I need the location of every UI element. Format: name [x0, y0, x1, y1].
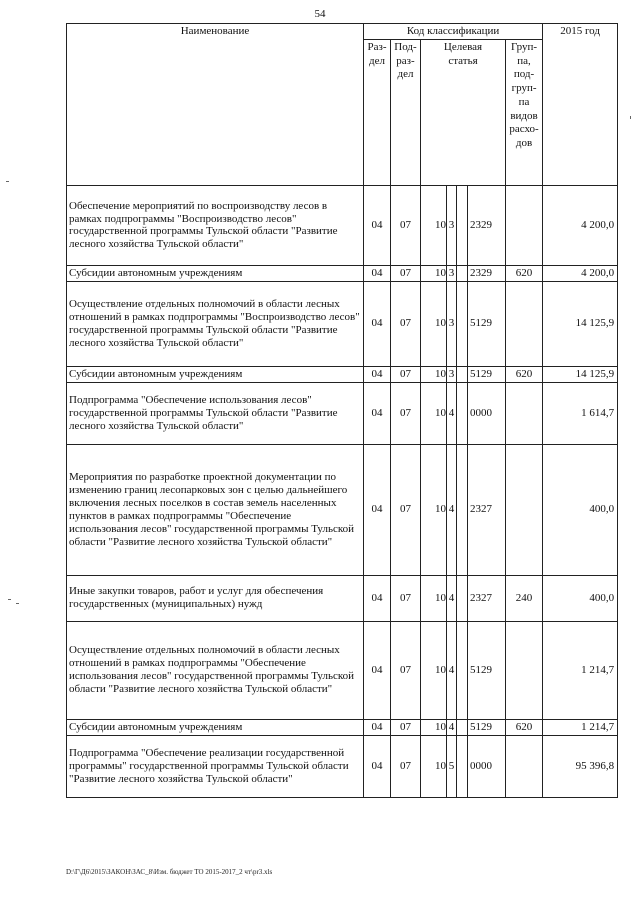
row-section: 04: [364, 735, 391, 797]
row-target-spacer: [457, 621, 468, 719]
row-target-subprogram: 4: [447, 575, 457, 621]
row-target-program: 10: [421, 281, 447, 366]
header-year: 2015 год: [543, 24, 618, 186]
row-target-spacer: [457, 719, 468, 735]
header-target-article: Целевая статья: [421, 39, 506, 185]
table-row: [67, 366, 618, 382]
row-name: Субсидии автономным учреждениям: [67, 366, 364, 382]
row-amount: 1 214,7: [543, 621, 618, 719]
row-target-spacer: [457, 366, 468, 382]
row-section: 04: [364, 382, 391, 444]
scan-speck: [6, 181, 9, 182]
row-expense-group: [506, 185, 543, 265]
table-row: [67, 621, 618, 719]
row-expense-group: [506, 735, 543, 797]
row-target-code: 0000: [468, 382, 506, 444]
row-name: Обеспечение мероприятий по воспроизводству лесов в рамках подпрограммы "Воспроизводство лесов" государственной программы Тульской области "Развитие лесного хозяйства Тульской области": [67, 185, 364, 265]
row-amount: 95 396,8: [543, 735, 618, 797]
row-target-subprogram: 3: [447, 281, 457, 366]
row-expense-group: 620: [506, 719, 543, 735]
row-subsection: 07: [391, 366, 421, 382]
row-name: Мероприятия по разработке проектной документации по изменению границ лесопарковых зон с целью дальнейшего включения лесных поселков в состав земель населенных пунктов в рамках подпрограммы "Обеспечение использования лесов" государственной программы Тульской области "Развитие лесного хозяйства Тульской области": [67, 444, 364, 575]
row-target-subprogram: 4: [447, 719, 457, 735]
row-target-program: 10: [421, 575, 447, 621]
table-row: [67, 719, 618, 735]
row-expense-group: [506, 382, 543, 444]
row-name: Осуществление отдельных полномочий в области лесных отношений в рамках подпрограммы "Воспроизводство лесов" государственной программы Тульской области "Развитие лесного хозяйства Тульской области": [67, 281, 364, 366]
row-subsection: 07: [391, 382, 421, 444]
row-target-spacer: [457, 185, 468, 265]
row-target-program: 10: [421, 719, 447, 735]
row-subsection: 07: [391, 281, 421, 366]
page-number: 54: [314, 8, 326, 20]
row-target-code: 2327: [468, 444, 506, 575]
header-name: Наименование: [67, 24, 364, 186]
row-target-program: 10: [421, 444, 447, 575]
row-target-program: 10: [421, 382, 447, 444]
row-target-spacer: [457, 444, 468, 575]
row-amount: 14 125,9: [543, 281, 618, 366]
file-path-footer: D:\Г\Д6\2015\ЗАКОН\ЗАС_8\Изм. бюджет ТО 2015-2017_2 чт\pr3.xls: [66, 868, 273, 876]
row-subsection: 07: [391, 444, 421, 575]
row-target-spacer: [457, 281, 468, 366]
row-expense-group: 240: [506, 575, 543, 621]
row-target-program: 10: [421, 366, 447, 382]
row-section: 04: [364, 575, 391, 621]
row-section: 04: [364, 366, 391, 382]
header-subsection: Под- раз- дел: [391, 39, 421, 185]
row-expense-group: 620: [506, 366, 543, 382]
row-name: Иные закупки товаров, работ и услуг для обеспечения государственных (муниципальных) нужд: [67, 575, 364, 621]
row-target-subprogram: 4: [447, 382, 457, 444]
scan-speck: [8, 599, 11, 600]
row-section: 04: [364, 621, 391, 719]
row-amount: 1 214,7: [543, 719, 618, 735]
row-section: 04: [364, 265, 391, 281]
row-target-code: 5129: [468, 366, 506, 382]
scan-speck: [16, 603, 19, 604]
row-target-program: 10: [421, 185, 447, 265]
header-section: Раз- дел: [364, 39, 391, 185]
header-classification: Код классификации: [364, 24, 543, 40]
table-row: [67, 575, 618, 621]
row-subsection: 07: [391, 719, 421, 735]
row-section: 04: [364, 719, 391, 735]
row-target-program: 10: [421, 265, 447, 281]
row-subsection: 07: [391, 265, 421, 281]
table-row: [67, 281, 618, 366]
row-amount: 1 614,7: [543, 382, 618, 444]
table-row: [67, 444, 618, 575]
row-amount: 14 125,9: [543, 366, 618, 382]
row-subsection: 07: [391, 735, 421, 797]
table-row: [67, 265, 618, 281]
row-name: Осуществление отдельных полномочий в области лесных отношений в рамках подпрограммы "Обеспечение использования лесов" государственной программы Тульской области "Развитие лесного хозяйства Тульской области": [67, 621, 364, 719]
row-amount: 4 200,0: [543, 265, 618, 281]
scan-speck: [630, 116, 631, 119]
header-expense-group: Груп- па, под- груп- па видов расхо- дов: [506, 39, 543, 185]
row-subsection: 07: [391, 185, 421, 265]
row-target-code: 5129: [468, 281, 506, 366]
row-target-spacer: [457, 265, 468, 281]
row-target-subprogram: 3: [447, 265, 457, 281]
row-target-spacer: [457, 735, 468, 797]
row-target-spacer: [457, 382, 468, 444]
row-target-code: 2327: [468, 575, 506, 621]
row-expense-group: [506, 444, 543, 575]
row-amount: 4 200,0: [543, 185, 618, 265]
table-row: [67, 185, 618, 265]
table-row: [67, 382, 618, 444]
row-target-program: 10: [421, 735, 447, 797]
row-subsection: 07: [391, 575, 421, 621]
row-target-subprogram: 5: [447, 735, 457, 797]
table-row: [67, 735, 618, 797]
row-target-code: 5129: [468, 719, 506, 735]
row-target-code: 2329: [468, 265, 506, 281]
row-section: 04: [364, 185, 391, 265]
row-target-code: 2329: [468, 185, 506, 265]
row-amount: 400,0: [543, 444, 618, 575]
row-section: 04: [364, 444, 391, 575]
row-target-spacer: [457, 575, 468, 621]
row-expense-group: [506, 621, 543, 719]
row-name: Субсидии автономным учреждениям: [67, 265, 364, 281]
row-target-subprogram: 3: [447, 185, 457, 265]
row-name: Подпрограмма "Обеспечение реализации государственной программы" государственной программы Тульской области "Развитие лесного хозяйства Тульской области": [67, 735, 364, 797]
row-section: 04: [364, 281, 391, 366]
row-target-program: 10: [421, 621, 447, 719]
row-expense-group: 620: [506, 265, 543, 281]
budget-table: [66, 23, 618, 798]
row-name: Подпрограмма "Обеспечение использования лесов" государственной программы Тульской области "Развитие лесного хозяйства Тульской области": [67, 382, 364, 444]
row-target-subprogram: 4: [447, 444, 457, 575]
row-target-subprogram: 4: [447, 621, 457, 719]
row-target-code: 5129: [468, 621, 506, 719]
row-amount: 400,0: [543, 575, 618, 621]
row-target-subprogram: 3: [447, 366, 457, 382]
row-target-code: 0000: [468, 735, 506, 797]
row-name: Субсидии автономным учреждениям: [67, 719, 364, 735]
row-subsection: 07: [391, 621, 421, 719]
row-expense-group: [506, 281, 543, 366]
